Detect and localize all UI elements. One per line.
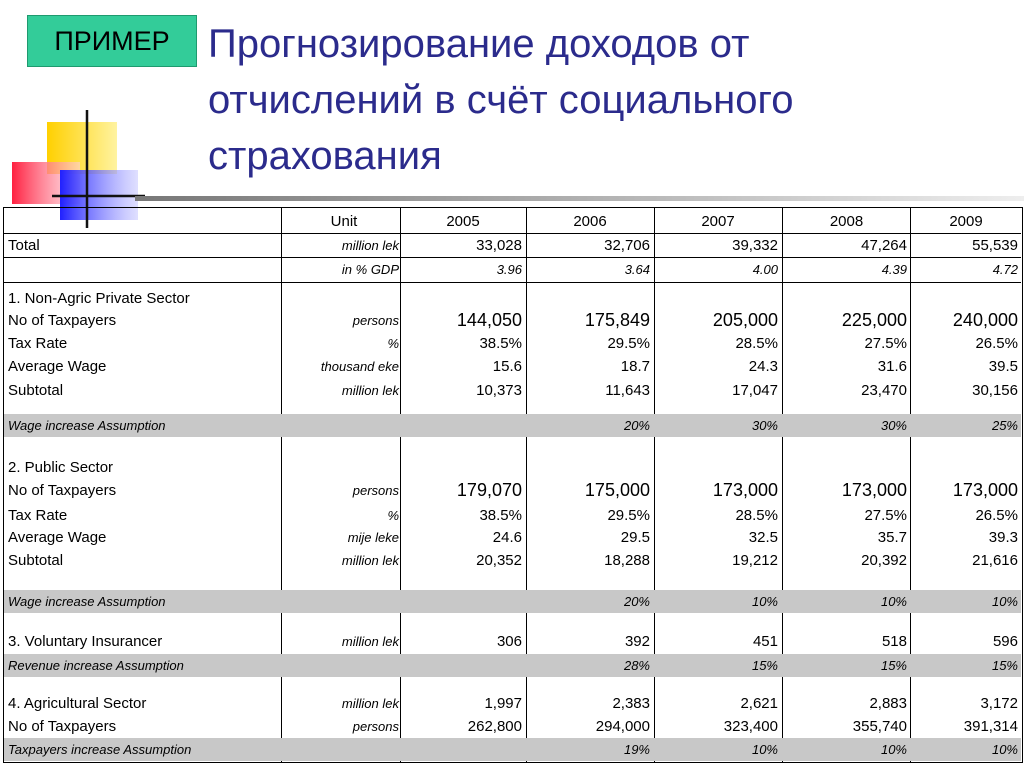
table-row bbox=[4, 479, 1021, 502]
cell-value: 19,212 bbox=[732, 552, 778, 569]
assumption-row bbox=[4, 654, 1021, 677]
cell-value: 39,332 bbox=[732, 237, 778, 254]
cell-value: 28.5% bbox=[735, 335, 778, 352]
table-row bbox=[4, 234, 1021, 257]
cell-value: 17,047 bbox=[732, 382, 778, 399]
cell-value: 3,172 bbox=[980, 695, 1018, 712]
year-header: 2008 bbox=[829, 213, 864, 230]
revenue-forecast-table bbox=[3, 207, 1023, 763]
row-unit: million lek bbox=[341, 553, 399, 568]
cell-value: 20,392 bbox=[861, 552, 907, 569]
table-row bbox=[4, 309, 1021, 332]
cell-value: 306 bbox=[496, 633, 522, 650]
title-divider bbox=[135, 196, 1024, 201]
cell-value: 20,352 bbox=[476, 552, 522, 569]
cell-value: 28.5% bbox=[735, 507, 778, 524]
table-row bbox=[4, 715, 1021, 738]
cell-value: 2,383 bbox=[612, 695, 650, 712]
cell-value: 323,400 bbox=[723, 718, 778, 735]
row-label: 4. Agricultural Sector bbox=[8, 695, 147, 712]
cell-value: 18,288 bbox=[604, 552, 650, 569]
cell-value: 27.5% bbox=[864, 507, 907, 524]
cell-value: 15% bbox=[751, 658, 778, 673]
title-line-1: Прогнозирование доходов от bbox=[208, 22, 750, 66]
row-unit: million lek bbox=[341, 383, 399, 398]
cell-value: 30,156 bbox=[972, 382, 1018, 399]
cell-value: 179,070 bbox=[456, 480, 522, 500]
cell-value: 26.5% bbox=[975, 507, 1018, 524]
title-line-3: страхования bbox=[208, 134, 442, 178]
table-row bbox=[4, 258, 1021, 281]
row-label: Wage increase Assumption bbox=[8, 594, 166, 609]
cell-value: 31.6 bbox=[877, 358, 907, 375]
row-unit: mije leke bbox=[347, 530, 399, 545]
cell-value: 175,000 bbox=[584, 480, 650, 500]
table-row bbox=[4, 549, 1021, 572]
cell-value: 2,883 bbox=[869, 695, 907, 712]
example-badge: ПРИМЕР bbox=[27, 15, 197, 67]
row-label: Tax Rate bbox=[8, 507, 68, 524]
assumption-row bbox=[4, 590, 1021, 613]
cell-value: 4.00 bbox=[752, 262, 778, 277]
cell-value: 29.5% bbox=[607, 335, 650, 352]
cell-value: 391,314 bbox=[963, 718, 1018, 735]
cell-value: 39.3 bbox=[988, 529, 1018, 546]
cell-value: 20% bbox=[623, 594, 650, 609]
row-label: 2. Public Sector bbox=[8, 459, 114, 476]
cell-value: 4.39 bbox=[881, 262, 907, 277]
table-row bbox=[4, 332, 1021, 355]
cell-value: 24.3 bbox=[748, 358, 778, 375]
row-label: Average Wage bbox=[8, 529, 107, 546]
cell-value: 2,621 bbox=[740, 695, 778, 712]
cell-value: 1,997 bbox=[484, 695, 522, 712]
row-label: Subtotal bbox=[8, 552, 64, 569]
section-title bbox=[4, 456, 1021, 479]
slide-title bbox=[208, 16, 1008, 184]
cell-value: 28% bbox=[623, 658, 650, 673]
year-header: 2009 bbox=[949, 213, 983, 230]
unit-header: Unit bbox=[330, 213, 358, 230]
cell-value: 38.5% bbox=[479, 335, 522, 352]
cell-value: 355,740 bbox=[852, 718, 907, 735]
cell-value: 10% bbox=[751, 742, 778, 757]
cell-value: 144,050 bbox=[456, 310, 522, 330]
cell-value: 33,028 bbox=[476, 237, 522, 254]
row-label: Taxpayers increase Assumption bbox=[8, 742, 192, 757]
row-label: Average Wage bbox=[8, 358, 107, 375]
cell-value: 24.6 bbox=[492, 529, 522, 546]
cell-value: 10% bbox=[751, 594, 778, 609]
cell-value: 10,373 bbox=[476, 382, 522, 399]
row-label: 1. Non-Agric Private Sector bbox=[8, 290, 190, 307]
cell-value: 26.5% bbox=[975, 335, 1018, 352]
cell-value: 30% bbox=[880, 418, 907, 433]
cell-value: 32.5 bbox=[748, 529, 778, 546]
cell-value: 10% bbox=[991, 742, 1018, 757]
assumption-row bbox=[4, 414, 1021, 437]
assumption-row bbox=[4, 738, 1021, 761]
row-unit: thousand eke bbox=[320, 359, 399, 374]
row-label: No of Taxpayers bbox=[8, 482, 117, 499]
row-unit: in % GDP bbox=[341, 262, 399, 277]
row-label: No of Taxpayers bbox=[8, 312, 117, 329]
row-unit: persons bbox=[352, 483, 399, 498]
cell-value: 175,849 bbox=[584, 310, 650, 330]
cell-value: 19% bbox=[623, 742, 650, 757]
cell-value: 18.7 bbox=[620, 358, 650, 375]
row-label: Subtotal bbox=[8, 382, 64, 399]
row-unit: % bbox=[387, 508, 399, 523]
row-unit: million lek bbox=[341, 696, 399, 711]
row-label: Tax Rate bbox=[8, 335, 68, 352]
row-unit: persons bbox=[352, 313, 399, 328]
row-unit: persons bbox=[352, 719, 399, 734]
cell-value: 20% bbox=[623, 418, 650, 433]
row-label: Total bbox=[8, 237, 40, 254]
row-label: Revenue increase Assumption bbox=[8, 658, 184, 673]
cell-value: 240,000 bbox=[952, 310, 1018, 330]
cell-value: 38.5% bbox=[479, 507, 522, 524]
table-row bbox=[4, 630, 1021, 653]
cell-value: 23,470 bbox=[861, 382, 907, 399]
cell-value: 55,539 bbox=[972, 237, 1018, 254]
table-row bbox=[4, 692, 1021, 715]
cell-value: 25% bbox=[991, 418, 1018, 433]
cell-value: 518 bbox=[881, 633, 907, 650]
cell-value: 39.5 bbox=[988, 358, 1018, 375]
cell-value: 205,000 bbox=[712, 310, 778, 330]
cell-value: 29.5% bbox=[607, 507, 650, 524]
row-unit: million lek bbox=[341, 238, 399, 253]
cell-value: 10% bbox=[880, 594, 907, 609]
table-header-row bbox=[4, 210, 1021, 233]
year-header: 2006 bbox=[573, 213, 607, 230]
cell-value: 15% bbox=[880, 658, 907, 673]
row-unit: million lek bbox=[341, 634, 399, 649]
cell-value: 3.96 bbox=[496, 262, 522, 277]
cell-value: 451 bbox=[752, 633, 778, 650]
cell-value: 30% bbox=[751, 418, 778, 433]
cell-value: 173,000 bbox=[841, 480, 907, 500]
cell-value: 3.64 bbox=[624, 262, 650, 277]
row-label: No of Taxpayers bbox=[8, 718, 117, 735]
cell-value: 4.72 bbox=[992, 262, 1018, 277]
cell-value: 392 bbox=[624, 633, 650, 650]
cell-value: 29.5 bbox=[620, 529, 650, 546]
row-divider bbox=[4, 282, 1021, 283]
cell-value: 173,000 bbox=[712, 480, 778, 500]
year-header: 2005 bbox=[446, 213, 480, 230]
cell-value: 10% bbox=[991, 594, 1018, 609]
table-row bbox=[4, 504, 1021, 527]
cell-value: 47,264 bbox=[861, 237, 907, 254]
table-row bbox=[4, 526, 1021, 549]
row-label: 3. Voluntary Insurancer bbox=[8, 633, 163, 650]
cell-value: 173,000 bbox=[952, 480, 1018, 500]
cell-value: 225,000 bbox=[841, 310, 907, 330]
cell-value: 294,000 bbox=[595, 718, 650, 735]
cell-value: 32,706 bbox=[604, 237, 650, 254]
row-label: Wage increase Assumption bbox=[8, 418, 166, 433]
table-row bbox=[4, 355, 1021, 378]
row-unit: % bbox=[387, 336, 399, 351]
table-row bbox=[4, 379, 1021, 402]
cell-value: 596 bbox=[992, 633, 1018, 650]
cell-value: 15.6 bbox=[492, 358, 522, 375]
cell-value: 262,800 bbox=[467, 718, 522, 735]
year-header: 2007 bbox=[701, 213, 735, 230]
cell-value: 11,643 bbox=[605, 382, 650, 399]
cell-value: 10% bbox=[880, 742, 907, 757]
section-title bbox=[4, 287, 1021, 310]
cell-value: 21,616 bbox=[972, 552, 1018, 569]
cell-value: 15% bbox=[991, 658, 1018, 673]
cell-value: 27.5% bbox=[864, 335, 907, 352]
cell-value: 35.7 bbox=[877, 529, 907, 546]
title-line-2: отчислений в счёт социального bbox=[208, 78, 794, 122]
